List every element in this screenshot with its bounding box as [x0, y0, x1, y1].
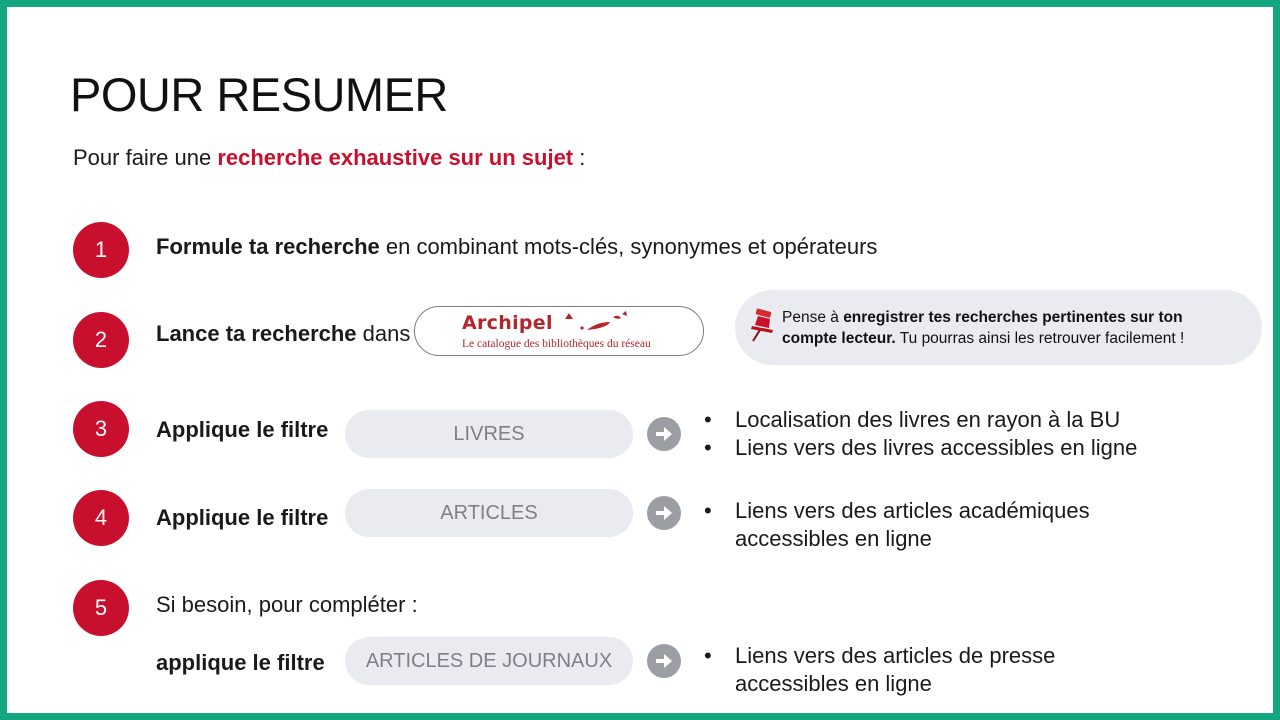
step-5-number: 5	[73, 580, 129, 636]
step-2-bold: Lance ta recherche	[156, 321, 357, 346]
filter-articles[interactable]: ARTICLES	[345, 489, 633, 537]
filter-articles-de-journaux[interactable]: ARTICLES DE JOURNAUX	[345, 637, 633, 685]
step-4-number: 4	[73, 490, 129, 546]
step-2-number: 2	[73, 312, 129, 368]
intro-highlight: recherche exhaustive sur un sujet	[217, 145, 574, 170]
step-1-rest: en combinant mots-clés, synonymes et opérateurs	[379, 234, 878, 259]
pushpin-icon	[748, 308, 778, 342]
tip-prefix: Pense à	[782, 309, 844, 326]
step-5-bold-text	[156, 650, 325, 676]
intro-text	[73, 145, 585, 171]
archipel-catalogue-link[interactable]	[414, 306, 704, 356]
intro-after: :	[573, 145, 586, 170]
intro-before: Pour faire une	[73, 145, 218, 170]
tip-text	[782, 307, 1242, 349]
list-item: • Localisation des livres en rayon à la BU	[704, 406, 1137, 434]
step-4-text	[156, 505, 328, 531]
list-item: • Liens vers des articles de presse accessibles en ligne	[704, 642, 1124, 698]
step-3-bullets	[704, 406, 1137, 462]
step-1-number: 1	[73, 222, 129, 278]
step-5-bullets	[704, 642, 1124, 698]
step-2-rest: dans	[356, 321, 411, 346]
step-2-text	[156, 321, 410, 347]
step-3-number: 3	[73, 401, 129, 457]
step-4-bullets	[704, 497, 1124, 553]
list-item: • Liens vers des articles académiques accessibles en ligne	[704, 497, 1124, 553]
step-1-text	[156, 234, 877, 260]
archipel-tagline: Le catalogue des bibliothèques du réseau	[462, 338, 651, 350]
step-5-bold: applique le filtre	[156, 650, 325, 675]
step-1-bold: Formule ta recherche	[156, 234, 380, 259]
archipel-logo-name: Archipel	[462, 312, 553, 334]
tip-bold: enregistrer tes recherches pertinentes sur ton compte lecteur.	[782, 309, 1183, 347]
arrow-right-circle-icon	[647, 417, 681, 451]
step-3-bold: Applique le filtre	[156, 417, 329, 442]
arrow-right-circle-icon	[647, 644, 681, 678]
tip-suffix: Tu pourras ainsi les retrouver facilement !	[895, 330, 1185, 347]
step-3-text	[156, 417, 328, 443]
filter-livres[interactable]: LIVRES	[345, 410, 633, 458]
slide-title: POUR RESUMER	[70, 68, 448, 121]
step-4-bold: Applique le filtre	[156, 505, 329, 530]
list-item: • Liens vers des livres accessibles en ligne	[704, 434, 1137, 462]
step-5-text: Si besoin, pour compléter :	[156, 592, 418, 617]
arrow-right-circle-icon	[647, 496, 681, 530]
tip-callout	[735, 290, 1262, 365]
archipel-islands-icon	[565, 310, 645, 336]
